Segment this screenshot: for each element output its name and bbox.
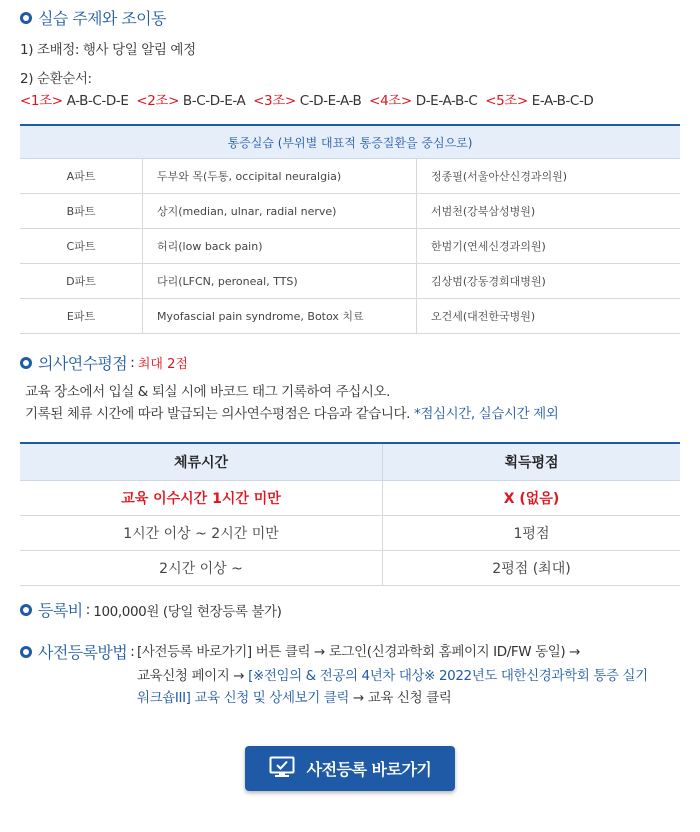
table-row [20, 229, 680, 264]
rotation-group-4: <4조> [369, 93, 412, 109]
rotation-sequence [20, 89, 593, 109]
practice-table-header: 통증실습 (부위별 대표적 통증질환을 중심으로) [20, 125, 680, 159]
instructor-cell: 오건세(대전한국병원) [417, 299, 681, 334]
credit-table [20, 442, 680, 586]
part-cell: B파트 [20, 194, 143, 229]
topic-cell: 허리(low back pain) [143, 229, 417, 264]
part-cell: D파트 [20, 264, 143, 299]
stay-time-cell: 1시간 이상 ~ 2시간 미만 [20, 516, 383, 551]
stay-time-cell: 교육 이수시간 1시간 미만 [20, 481, 383, 516]
instructor-cell: 서범천(강북삼성병원) [417, 194, 681, 229]
bullet-icon [20, 646, 32, 658]
practice-table [20, 124, 680, 334]
topic-cell: 상지(median, ulnar, radial nerve) [143, 194, 417, 229]
fee-value: 100,000원 (당일 현장등록 불가) [93, 603, 282, 620]
prereg-title: 사전등록방법 [38, 643, 128, 662]
table-row [20, 159, 680, 194]
rotation-order-4: D-E-A-B-C [415, 93, 478, 109]
part-cell: C파트 [20, 229, 143, 264]
monitor-check-icon [269, 756, 295, 782]
credit-score-header: 획득평점 [383, 443, 681, 481]
rotation-order-2: B-C-D-E-A [182, 93, 246, 109]
credit-title: 의사연수평점 [38, 354, 128, 373]
rotation-group-3: <3조> [253, 93, 296, 109]
prereg-step-3 [137, 686, 451, 706]
rotation-group-5: <5조> [485, 93, 528, 109]
credit-note: *점심시간, 실습시간 제외 [413, 406, 559, 422]
score-cell: X (없음) [383, 481, 681, 516]
part-cell: E파트 [20, 299, 143, 334]
bullet-icon [20, 604, 32, 616]
stay-time-header: 체류시간 [20, 443, 383, 481]
table-row [20, 516, 680, 551]
instructor-cell: 김상범(강동경희대병원) [417, 264, 681, 299]
fee-title: 등록비 [38, 601, 83, 620]
score-cell: 2평점 (최대) [383, 551, 681, 586]
group-assignment-text: 1) 조배정: 행사 당일 알림 예정 [20, 42, 196, 58]
prereg-step-2 [137, 664, 648, 684]
rotation-label: 2) 순환순서: [20, 71, 92, 87]
part-cell: A파트 [20, 159, 143, 194]
credit-colon: : [130, 354, 135, 371]
table-row [20, 194, 680, 229]
rotation-order-5: E-A-B-C-D [531, 93, 594, 109]
pre-registration-button-label: 사전등록 바로가기 [306, 760, 432, 779]
prereg-course-name-cont: 워크숍III] 교육 신청 및 상세보기 클릭 [137, 690, 350, 706]
prereg-course-name: [※전임의 & 전공의 4년차 대상※ 2022년도 대한신경과학회 통증 실기 [248, 668, 648, 684]
prereg-section-header [20, 640, 138, 663]
prereg-step-2-prefix: 교육신청 페이지 → [137, 668, 249, 684]
score-cell: 1평점 [383, 516, 681, 551]
stay-time-cell: 2시간 이상 ~ [20, 551, 383, 586]
prereg-step-1: [사전등록 바로가기] 버튼 클릭 → 로그인(신경과학회 홈페이지 ID/FW 동일) → [137, 644, 581, 660]
credit-description-2-text: 기록된 체류 시간에 따라 발급되는 의사연수평점은 다음과 같습니다. [25, 406, 411, 422]
rotation-group-2: <2조> [136, 93, 179, 109]
practice-title: 실습 주제와 조이동 [38, 9, 166, 28]
bullet-icon [20, 12, 32, 24]
prereg-step-3-suffix: → 교육 신청 클릭 [352, 690, 452, 706]
table-row [20, 481, 680, 516]
table-row [20, 551, 680, 586]
fee-colon: : [85, 601, 91, 618]
rotation-order-1: A-B-C-D-E [66, 93, 129, 109]
table-row [20, 264, 680, 299]
practice-section-header [20, 6, 166, 29]
topic-cell: Myofascial pain syndrome, Botox 치료 [143, 299, 417, 334]
credit-description-2 [25, 402, 558, 422]
credit-max: 최대 2점 [137, 357, 188, 372]
rotation-order-3: C-D-E-A-B [299, 93, 362, 109]
pre-registration-button[interactable] [245, 746, 455, 791]
instructor-cell: 정종필(서울아산신경과의원) [417, 159, 681, 194]
topic-cell: 두부와 목(두통, occipital neuralgia) [143, 159, 417, 194]
table-row [20, 299, 680, 334]
credit-section-header [20, 351, 188, 374]
bullet-icon [20, 357, 32, 369]
topic-cell: 다리(LFCN, peroneal, TTS) [143, 264, 417, 299]
instructor-cell: 한범기(연세신경과의원) [417, 229, 681, 264]
credit-description-1: 교육 장소에서 입실 & 퇴실 시에 바코드 태그 기록하여 주십시오. [25, 384, 391, 400]
prereg-colon: : [130, 643, 135, 660]
rotation-group-1: <1조> [20, 93, 63, 109]
fee-section-header [20, 598, 282, 621]
